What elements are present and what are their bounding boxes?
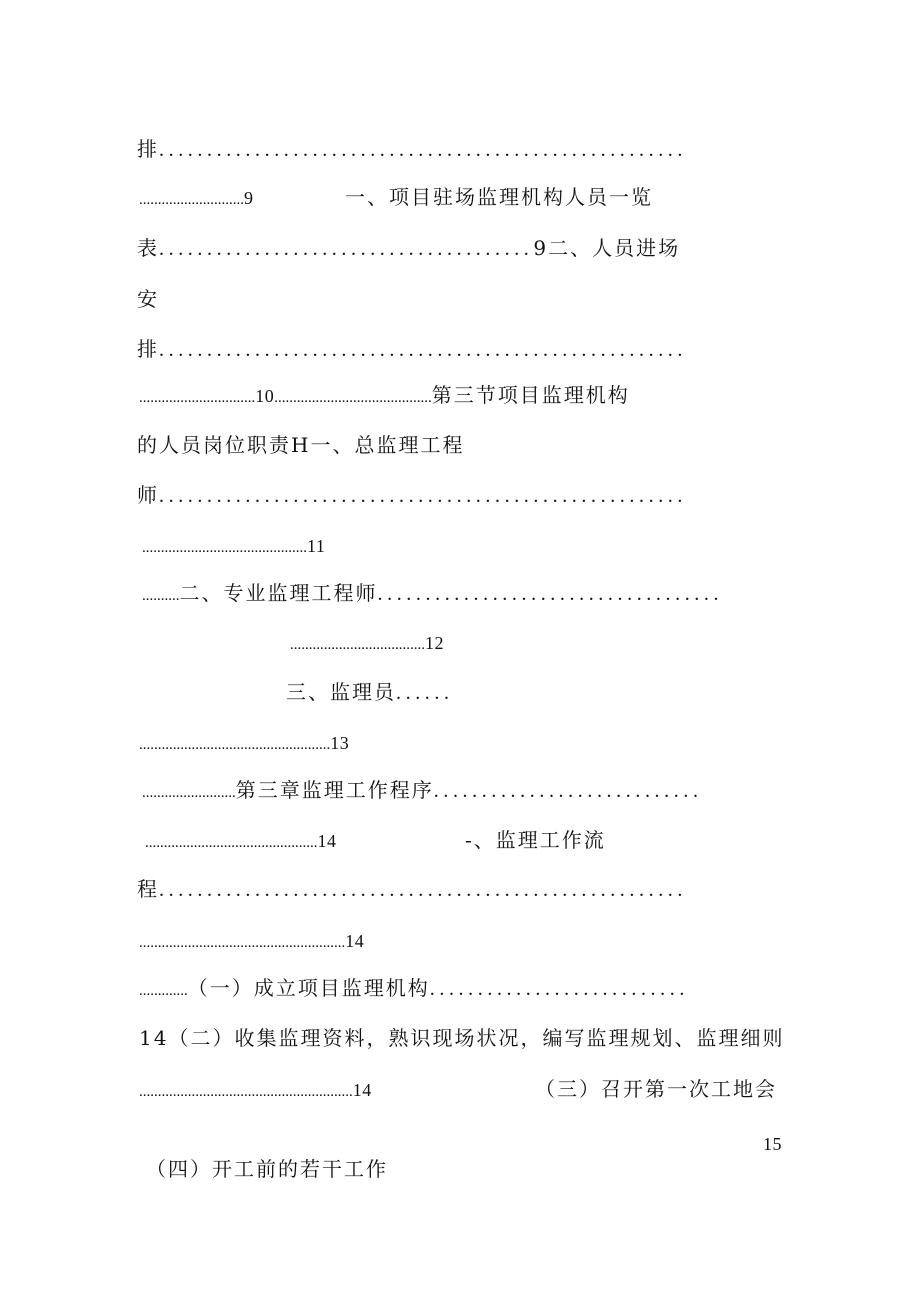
page-number: 14 — [345, 931, 365, 951]
leader-dots: ....................................................... — [159, 339, 687, 361]
toc-char: 程 — [137, 877, 159, 901]
toc-line-14 — [142, 778, 703, 805]
leader-dots: ............. — [139, 983, 188, 999]
leader-dots: ......................................................... — [139, 1084, 353, 1100]
leader-dots: .................................... — [377, 583, 724, 605]
toc-entry-title: （三）召开第一次工地会 — [535, 1077, 777, 1101]
leader-dots: ............................................ — [142, 540, 307, 556]
toc-char: 排 — [137, 137, 159, 161]
toc-entry-title: 二、专业监理工程师 — [179, 581, 378, 605]
leader-dots: .................................... — [290, 637, 425, 653]
leader-dots: ............................ — [139, 192, 244, 208]
leader-dots: .......... — [142, 588, 180, 604]
leader-dots: ......................... — [142, 785, 236, 801]
toc-entry-title: -、监理工作流 — [465, 828, 606, 852]
leader-dots: ....................................................... — [159, 879, 687, 901]
toc-line-16 — [137, 877, 687, 902]
page-number: 11 — [307, 536, 326, 556]
toc-line-15 — [145, 828, 337, 855]
leader-dots: ....................................................... — [159, 139, 687, 161]
toc-entry-title: 第三节项目监理机构 — [431, 383, 630, 407]
toc-line-18 — [139, 976, 689, 1003]
toc-char: 安 — [137, 287, 159, 311]
toc-entry-title: （一）成立项目监理机构 — [187, 976, 430, 1000]
leader-dots: ........................... — [429, 978, 689, 1000]
toc-char: 表 — [137, 236, 159, 260]
leader-dots: ...... — [396, 682, 454, 704]
leader-dots: ................................................... — [139, 737, 331, 753]
page-number: 9 — [244, 188, 254, 208]
toc-line-11 — [290, 630, 444, 657]
toc-entry-title: 的人员岗位职责H一、总监理工程 — [137, 433, 465, 457]
toc-char: 师 — [137, 483, 159, 507]
toc-entry-title: 9二、人员进场 — [533, 236, 681, 260]
toc-line-5 — [137, 337, 687, 362]
toc-line-17 — [139, 928, 364, 955]
toc-char: 排 — [137, 337, 159, 361]
leader-dots: ............................ — [433, 780, 703, 802]
toc-line-10 — [142, 581, 723, 608]
toc-line-3 — [137, 236, 680, 261]
page-number: 10 — [255, 386, 275, 406]
leader-dots: .......................................... — [274, 390, 432, 406]
leader-dots: ....................................... — [159, 238, 534, 260]
toc-entry-title: 一、项目驻场监理机构人员一览 — [345, 185, 653, 209]
page-number: 12 — [425, 633, 444, 653]
toc-entry-title: 三、监理员 — [286, 680, 396, 704]
toc-line-6 — [139, 383, 630, 410]
toc-entry-title: 14（二）收集监理资料，熟识现场状况，编写监理规划、监理细则 — [139, 1026, 785, 1050]
toc-entry-title: 第三章监理工作程序 — [235, 778, 434, 802]
toc-line-20 — [139, 1077, 372, 1104]
leader-dots: ....................................................... — [159, 485, 687, 507]
toc-line-8 — [137, 483, 687, 508]
toc-line-2 — [139, 185, 254, 212]
toc-entry-title: （四）开工前的若干工作 — [146, 1157, 388, 1181]
page-number: 13 — [330, 733, 350, 753]
page-number: 14 — [317, 831, 337, 851]
toc-line-1 — [137, 137, 687, 162]
toc-line-13 — [139, 730, 349, 757]
toc-line-9 — [142, 533, 325, 560]
page-number: 14 — [352, 1080, 372, 1100]
leader-dots: .............................................. — [145, 835, 318, 851]
page-number: 15 — [763, 1134, 782, 1154]
toc-line-12 — [286, 680, 454, 705]
leader-dots: ....................................................... — [139, 935, 346, 951]
leader-dots: ............................... — [139, 390, 256, 406]
